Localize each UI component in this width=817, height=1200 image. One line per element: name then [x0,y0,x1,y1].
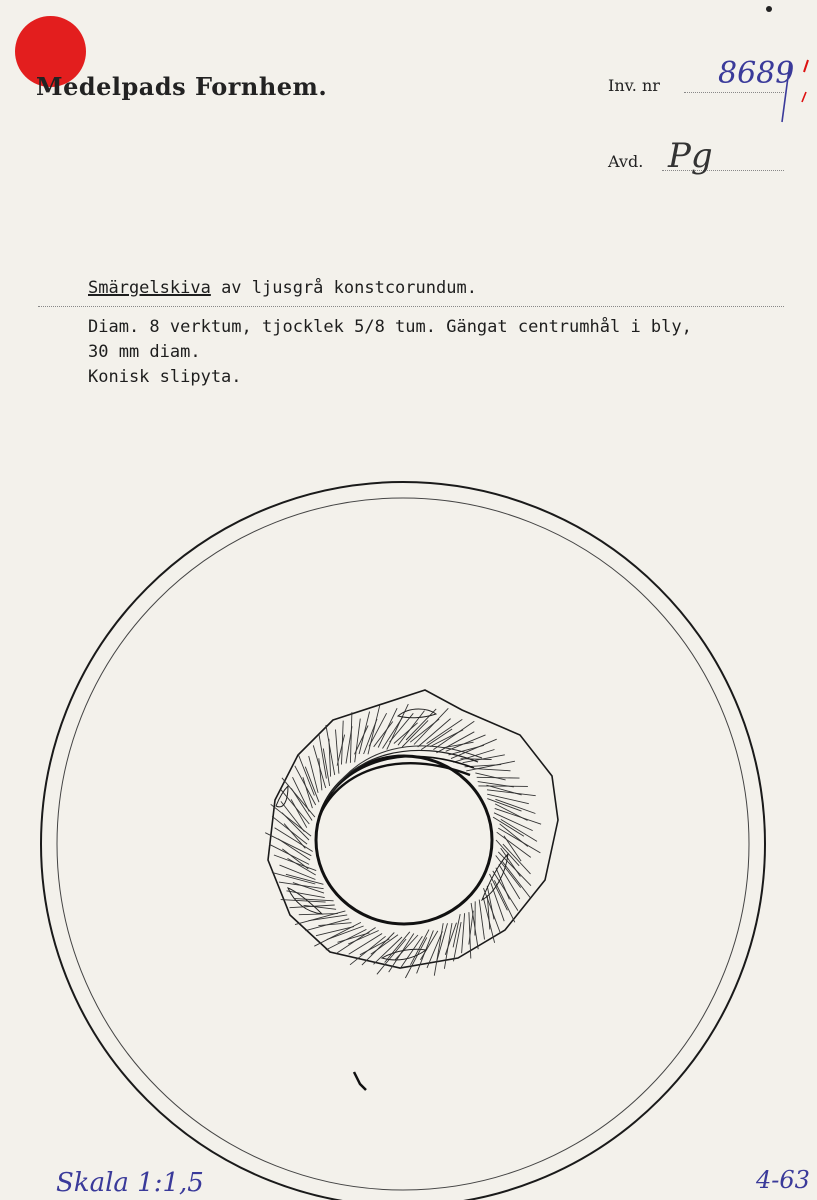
hatch-stroke [290,905,335,908]
hatch-stroke [291,799,307,827]
museum-name: Medelpads Fornhem. [36,72,328,101]
hatch-stroke [279,882,324,889]
hatch-stroke [378,708,397,747]
department-label: Avd. [608,152,644,171]
hatch-stroke [295,911,345,925]
hatch-stroke [478,786,528,787]
hatch-stroke [275,828,313,852]
hatch-stroke [483,898,494,943]
description-line-3: Konisk slipyta. [88,367,242,387]
hatch-stroke [355,719,361,763]
description-line-2: 30 mm diam. [88,342,201,362]
hatch-stroke [443,742,474,748]
department-value: Pg [668,136,713,176]
hatch-stroke [462,913,465,953]
hatch-stroke [336,730,339,774]
hatch-stroke [286,874,324,884]
hatch-stroke [327,926,364,940]
hatch-stroke [387,704,409,750]
hatch-stroke [305,767,319,803]
inventory-label: Inv. nr [608,76,660,95]
hatch-stroke [272,872,315,884]
hatch-stroke [348,931,379,945]
hatch-stroke [434,923,443,976]
hatch-stroke [316,927,354,936]
description-line-1: Diam. 8 verktum, tjocklek 5/8 tum. Gängat centrumhål i bly, [88,317,692,337]
hatch-stroke [487,794,529,804]
scale-note: Skala 1:1,5 [56,1168,204,1198]
object-name: Smärgelskiva [88,278,211,298]
hatch-stroke [359,712,370,755]
hatch-stroke [475,773,505,780]
hatch-stroke [471,903,478,949]
object-title-rest: av ljusgrå konstcorundum. [210,278,477,298]
hatch-stroke [479,900,484,940]
hatch-stroke [427,719,463,743]
hatch-stroke [477,777,520,778]
date-note: 4-63 [756,1166,810,1194]
hatch-stroke [487,790,536,796]
hatch-stroke [355,726,369,755]
hatch-stroke [405,937,426,978]
hatch-stroke [337,735,345,766]
hatch-stroke [474,769,511,771]
hatch-stroke [495,799,535,813]
inventory-number: 8689 [718,56,795,91]
hatch-stroke [269,844,309,864]
hatch-stroke [461,759,492,760]
